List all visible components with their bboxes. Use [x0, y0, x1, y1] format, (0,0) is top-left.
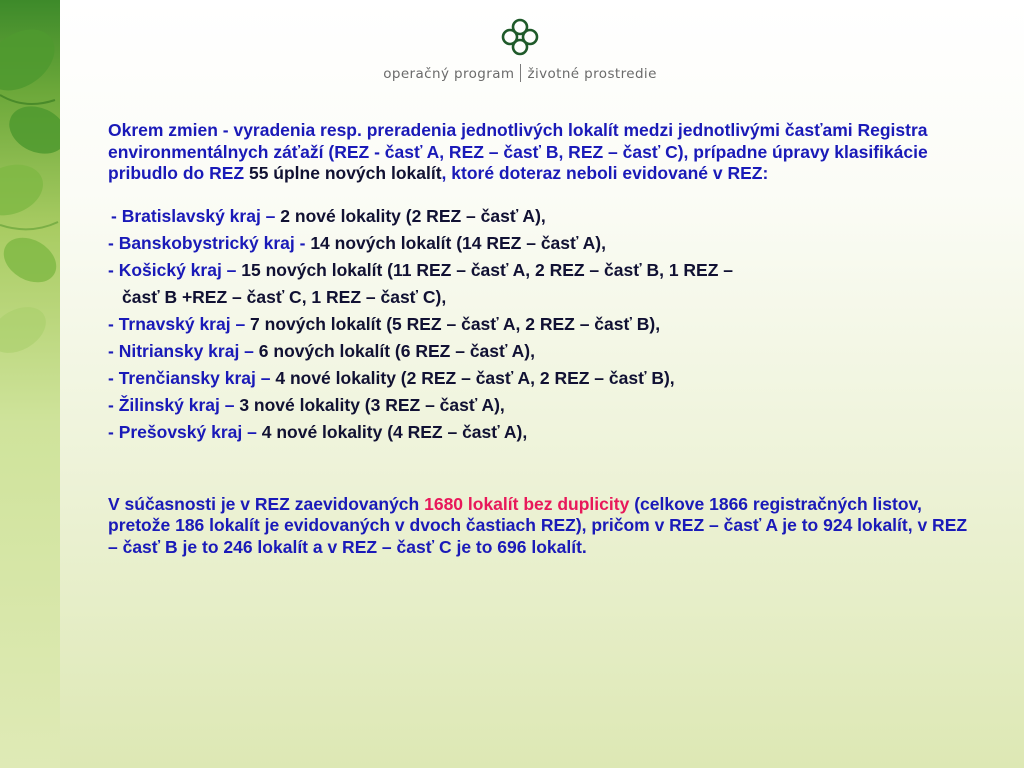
list-item	[108, 257, 968, 311]
summary-text: V súčasnosti je v REZ zaevidovaných	[108, 493, 420, 514]
list-item	[108, 338, 968, 365]
intro-text: Okrem zmien - vyradenia resp. preradenia jednotlivých lokalít medzi jednotlivými časťami Registra environmentálnych záťaží (REZ - časť A, REZ – časť B, REZ – časť C), prípadne úpravy klasifikácie pribudlo do REZ	[108, 120, 928, 183]
list-item	[108, 365, 968, 392]
summary-paragraph	[108, 494, 968, 559]
intro-tail: , ktoré doteraz neboli evidované v REZ:	[441, 163, 769, 183]
region-name: - Trnavský kraj –	[108, 313, 246, 334]
region-desc-continued: časť B +REZ – časť C, 1 REZ – časť C),	[122, 286, 447, 307]
logo-text-right: životné prostredie	[527, 66, 657, 82]
region-desc: 15 nových lokalít (11 REZ – časť A, 2 REZ – časť B, 1 REZ –	[241, 259, 734, 280]
list-item	[108, 230, 968, 257]
list-item	[108, 203, 968, 230]
region-name: - Nitriansky kraj –	[108, 340, 254, 361]
summary-highlight: 1680 lokalít bez duplicity	[424, 493, 630, 514]
region-desc: 2 nové lokality (2 REZ – časť A),	[280, 205, 546, 226]
region-name: - Bratislavský kraj –	[111, 205, 276, 226]
logo-text	[340, 64, 700, 82]
summary-text-tail: (celkove 1866 registračných listov, pretože 186 lokalít je evidovaných v dvoch častiach REZ), pričom v REZ – časť A je to 924 lokalít, v REZ – časť B je to 246 lokalít a v REZ – časť C je to 696 lokalít.	[108, 493, 968, 557]
region-name: - Trenčiansky kraj –	[108, 367, 271, 388]
slide-content	[108, 120, 968, 558]
four-leaf-clover-outline-icon	[501, 18, 539, 56]
region-desc: 4 nové lokality (2 REZ – časť A, 2 REZ – časť B),	[275, 367, 675, 388]
logo-divider	[520, 64, 521, 82]
region-desc: 7 nových lokalít (5 REZ – časť A, 2 REZ – časť B),	[250, 313, 661, 334]
list-item	[108, 419, 968, 446]
logo-text-left: operačný program	[383, 66, 515, 82]
region-desc: 6 nových lokalít (6 REZ – časť A),	[258, 340, 535, 361]
intro-count: 55 úplne nových lokalít	[248, 163, 442, 183]
list-item	[108, 392, 968, 419]
program-logo	[340, 18, 700, 88]
region-desc: 14 nových lokalít (14 REZ – časť A),	[310, 232, 606, 253]
region-name: - Košický kraj –	[108, 259, 237, 280]
clover-leaves-icon	[0, 0, 60, 768]
decorative-clover-strip	[0, 0, 60, 768]
intro-paragraph	[108, 120, 968, 185]
region-desc: 4 nové lokality (4 REZ – časť A),	[261, 421, 528, 442]
region-name: - Prešovský kraj –	[108, 421, 257, 442]
list-item	[108, 311, 968, 338]
region-list	[108, 203, 968, 446]
region-desc: 3 nové lokality (3 REZ – časť A),	[239, 394, 505, 415]
region-name: - Banskobystrický kraj -	[108, 232, 306, 253]
region-name: - Žilinský kraj –	[108, 394, 235, 415]
